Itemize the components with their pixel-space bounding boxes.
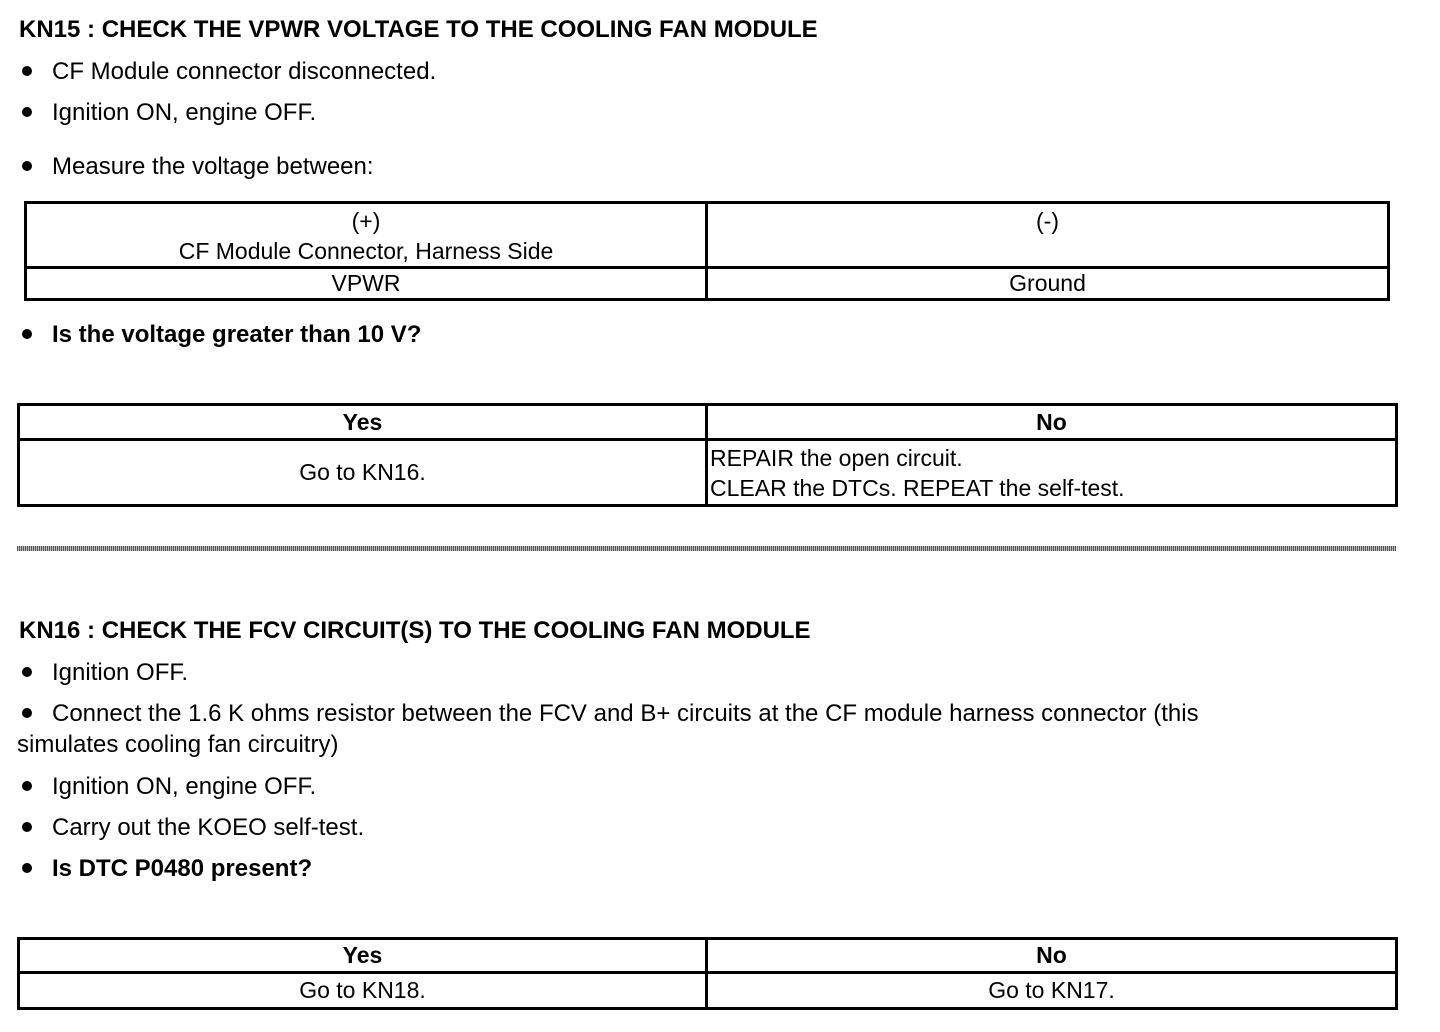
bullet-icon <box>22 161 32 171</box>
question-text: Is DTC P0480 present? <box>52 855 313 882</box>
step-text: Ignition OFF. <box>52 659 189 686</box>
plus-value-cell: VPWR <box>26 268 707 300</box>
kn15-step-1 <box>18 56 436 87</box>
question-text: Is the voltage greater than 10 V? <box>52 321 422 348</box>
no-action-line-2: CLEAR the DTCs. REPEAT the self-test. <box>710 474 1125 501</box>
kn16-heading: KN16 : CHECK THE FCV CIRCUIT(S) TO THE COOLING FAN MODULE <box>19 617 811 644</box>
bullet-icon <box>22 66 32 76</box>
section-divider <box>17 546 1396 551</box>
bullet-icon <box>22 708 32 718</box>
kn15-measure-table <box>24 201 1390 301</box>
yes-header: Yes <box>19 939 707 973</box>
kn16-step-2 <box>18 698 1418 729</box>
kn15-question <box>18 319 421 350</box>
yes-action-cell: Go to KN18. <box>19 973 707 1009</box>
step-text: Ignition ON, engine OFF. <box>52 773 317 800</box>
yes-action-cell: Go to KN16. <box>19 440 707 506</box>
plus-sublabel: CF Module Connector, Harness Side <box>178 238 554 264</box>
kn16-step-3 <box>18 771 316 802</box>
no-header: No <box>707 939 1397 973</box>
bullet-icon <box>22 667 32 677</box>
step-text: CF Module connector disconnected. <box>52 58 437 85</box>
kn15-heading: KN15 : CHECK THE VPWR VOLTAGE TO THE COOLING FAN MODULE <box>19 16 818 43</box>
bullet-icon <box>22 822 32 832</box>
bullet-icon <box>22 781 32 791</box>
minus-label: (-) <box>1036 208 1059 234</box>
minus-value-cell: Ground <box>707 268 1389 300</box>
bullet-icon <box>22 863 32 873</box>
no-action-cell <box>707 440 1397 506</box>
yes-header: Yes <box>19 405 707 440</box>
kn15-result-table <box>17 403 1398 507</box>
kn16-step-1 <box>18 657 188 688</box>
kn16-result-table <box>17 937 1398 1010</box>
plus-header-cell <box>26 203 707 268</box>
kn15-step-2 <box>18 97 316 128</box>
bullet-icon <box>22 107 32 117</box>
step-text: simulates cooling fan circuitry) <box>17 731 339 758</box>
step-text: Carry out the KOEO self-test. <box>52 814 365 841</box>
no-action-cell: Go to KN17. <box>707 973 1397 1009</box>
no-header: No <box>707 405 1397 440</box>
bullet-icon <box>22 329 32 339</box>
step-text: Ignition ON, engine OFF. <box>52 99 317 126</box>
kn16-question <box>18 853 312 884</box>
kn15-step-3 <box>18 151 374 182</box>
minus-header-cell <box>707 203 1389 268</box>
plus-label: (+) <box>351 208 381 234</box>
step-text: Connect the 1.6 K ohms resistor between the FCV and B+ circuits at the CF module harness connector (this <box>52 700 1199 727</box>
kn16-step-4 <box>18 812 364 843</box>
step-text: Measure the voltage between: <box>52 153 374 180</box>
no-action-line-1: REPAIR the open circuit. <box>710 444 963 471</box>
kn16-step-2-continued <box>17 729 338 760</box>
